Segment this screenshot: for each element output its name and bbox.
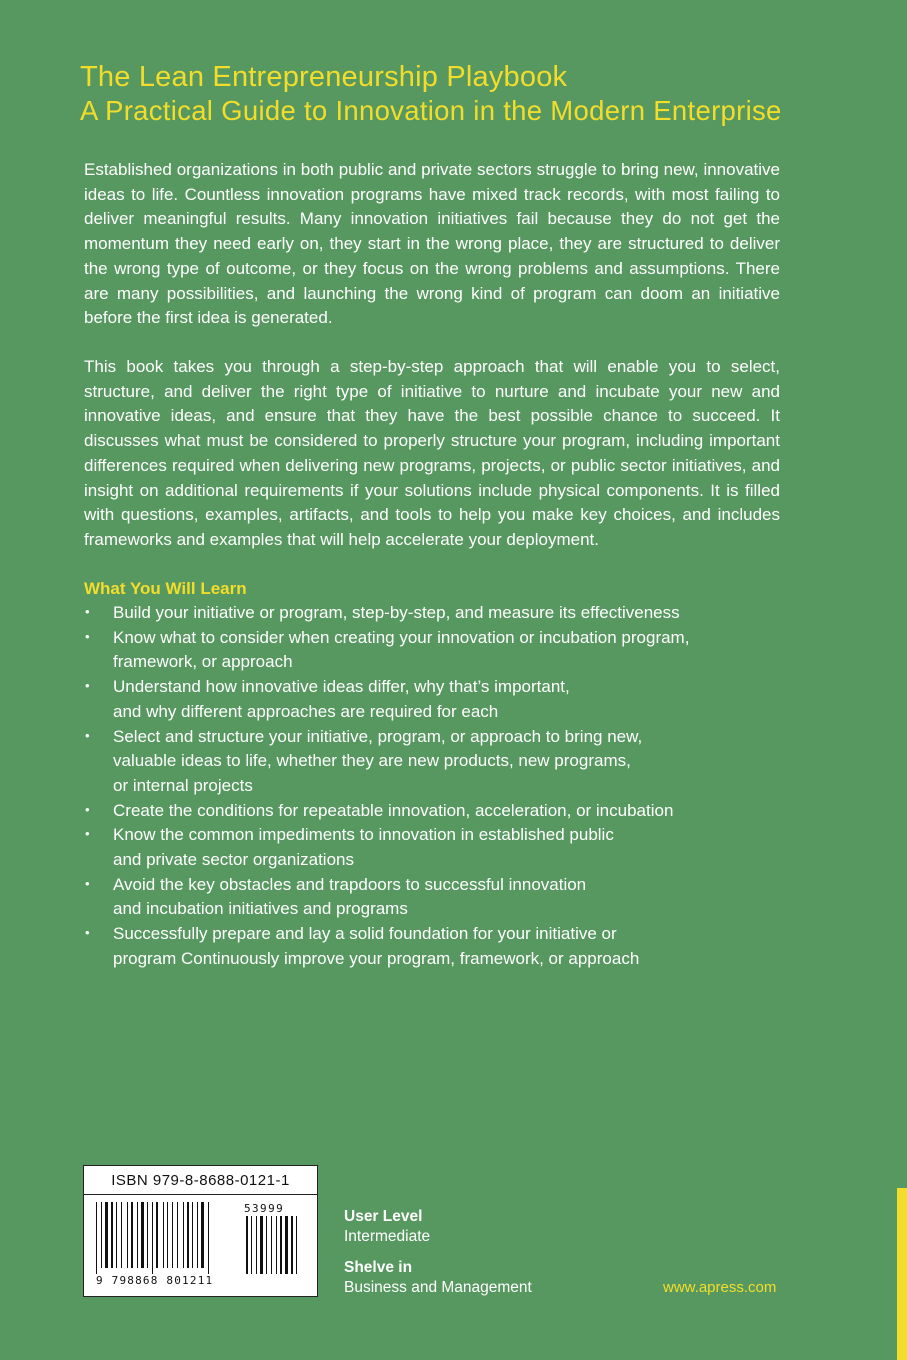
learn-item-line: Build your initiative or program, step-by-step, and measure its effectiveness — [113, 603, 680, 622]
learn-item-line: and incubation initiatives and programs — [113, 899, 408, 919]
barcode-bar — [127, 1202, 128, 1268]
learn-item-line: and private sector organizations — [113, 850, 354, 870]
shelve-label: Shelve in — [344, 1259, 413, 1276]
learn-list-item — [84, 922, 724, 971]
shelve-value: Business and Management — [344, 1279, 532, 1296]
learn-item-line: valuable ideas to life, whether they are new products, new programs, — [113, 751, 631, 771]
addon-bar — [285, 1216, 288, 1274]
user-level-value: Intermediate — [344, 1228, 431, 1245]
barcode-bar — [167, 1202, 168, 1268]
learn-list-item — [84, 601, 724, 626]
learn-list-item — [84, 675, 724, 724]
addon-bar — [256, 1216, 257, 1274]
barcode-bar — [137, 1202, 138, 1268]
addon-bar — [266, 1216, 267, 1274]
addon-bar — [260, 1216, 263, 1274]
barcode-bar — [141, 1202, 144, 1268]
bullet-icon: • — [85, 628, 90, 644]
barcode-bar — [156, 1202, 158, 1268]
barcode-bar — [152, 1202, 153, 1274]
bullet-icon: • — [85, 678, 90, 694]
learn-item-line: program Continuously improve your program, framework, or approach — [113, 948, 640, 968]
learn-list-item — [84, 725, 724, 799]
user-level-label: User Level — [344, 1208, 423, 1225]
barcode-bar — [131, 1202, 133, 1268]
addon-bar — [246, 1216, 248, 1274]
addon-bar — [251, 1216, 252, 1274]
price-digits: 53999 — [244, 1202, 285, 1215]
learn-item-line: Know the common impediments to innovation in established public — [113, 825, 614, 845]
barcode-bar — [116, 1202, 117, 1268]
learn-list-item — [84, 799, 724, 824]
isbn-label: ISBN 979-8-8688-0121-1 — [84, 1166, 317, 1195]
barcode-bar — [111, 1202, 113, 1268]
barcode-bar — [201, 1202, 204, 1268]
bullet-icon: • — [85, 925, 90, 941]
learn-list-item — [84, 626, 724, 675]
barcode-bar — [197, 1202, 198, 1268]
addon-bar — [280, 1216, 282, 1274]
bullet-icon: • — [85, 826, 90, 842]
bullet-icon: • — [85, 727, 90, 743]
barcode-bar — [172, 1202, 173, 1268]
learn-item-line: Create the conditions for repeatable innovation, acceleration, or incubation — [113, 800, 674, 820]
barcode-bar — [121, 1202, 122, 1268]
addon-bar — [271, 1216, 272, 1274]
learn-list-item — [84, 823, 724, 872]
ean-digits: 9 798868 801211 — [96, 1274, 214, 1287]
barcode-bar — [105, 1202, 108, 1268]
shelve-in — [344, 1258, 532, 1298]
learn-item-line: or internal projects — [113, 775, 253, 795]
learn-item-line: framework, or approach — [113, 652, 293, 672]
barcode-bar — [177, 1202, 178, 1268]
barcode-bar — [163, 1202, 164, 1268]
learn-item-line: and why different approaches are required for each — [113, 701, 499, 721]
barcode-bar — [101, 1202, 102, 1268]
learn-heading: What You Will Learn — [84, 579, 247, 598]
bullet-icon: • — [85, 604, 90, 619]
description-paragraph-2: This book takes you through a step-by-step approach that will enable you to select, structure, and deliver the right type of initiative to nurture and incubate your new and innovative ideas, and ensure that they have the best possible chance to succeed. It discusses what must be considered to properly structure your program, including important differences required when delivering new programs, projects, or public sector initiatives, and insight on additional requirements if your solutions include physical components. It is filled with questions, examples, artifacts, and tools to help you make key choices, and includes frameworks and examples that will help accelerate your deployment. — [84, 357, 780, 549]
bullet-icon: • — [85, 801, 90, 817]
description-paragraph-1: Established organizations in both public and private sectors struggle to bring new, innovative ideas to life. Countless innovation programs have mixed track records, with most failing to deliver meaningful results. Many innovation initiatives fail because they do not get the momentum they need early on, they start in the wrong place, they are structured to deliver the wrong type of outcome, or they focus on the wrong problems and assumptions. There are many possibilities, and launching the wrong kind of program can doom an initiative before the first idea is generated. — [84, 160, 780, 328]
barcode-box — [83, 1165, 318, 1297]
addon-bar — [276, 1216, 277, 1274]
bullet-icon: • — [85, 875, 90, 891]
book-subtitle: A Practical Guide to Innovation in the Modern Enterprise — [80, 95, 782, 126]
learn-item-line: Select and structure your initiative, program, or approach to bring new, — [113, 726, 643, 746]
barcode-bar — [187, 1202, 189, 1268]
book-title: The Lean Entrepreneurship Playbook — [80, 61, 568, 93]
learn-item-line: Understand how innovative ideas differ, why that’s important, — [113, 677, 570, 697]
learn-item-line: Know what to consider when creating your innovation or incubation program, — [113, 627, 690, 647]
user-level — [344, 1207, 430, 1247]
learn-item-line: Avoid the key obstacles and trapdoors to successful innovation — [113, 874, 587, 894]
learn-list — [84, 601, 724, 972]
spine-accent-strip — [897, 1188, 907, 1360]
barcode-bar — [147, 1202, 148, 1268]
learn-list-item — [84, 873, 724, 922]
barcode-bar — [183, 1202, 184, 1268]
learn-item-line: Successfully prepare and lay a solid foundation for your initiative or — [113, 924, 617, 944]
addon-bar — [291, 1216, 293, 1274]
addon-bar — [296, 1216, 297, 1274]
barcode-bar — [192, 1202, 193, 1268]
barcode-bar — [96, 1202, 97, 1274]
publisher-website[interactable]: www.apress.com — [663, 1279, 777, 1296]
barcode-bar — [208, 1202, 209, 1274]
